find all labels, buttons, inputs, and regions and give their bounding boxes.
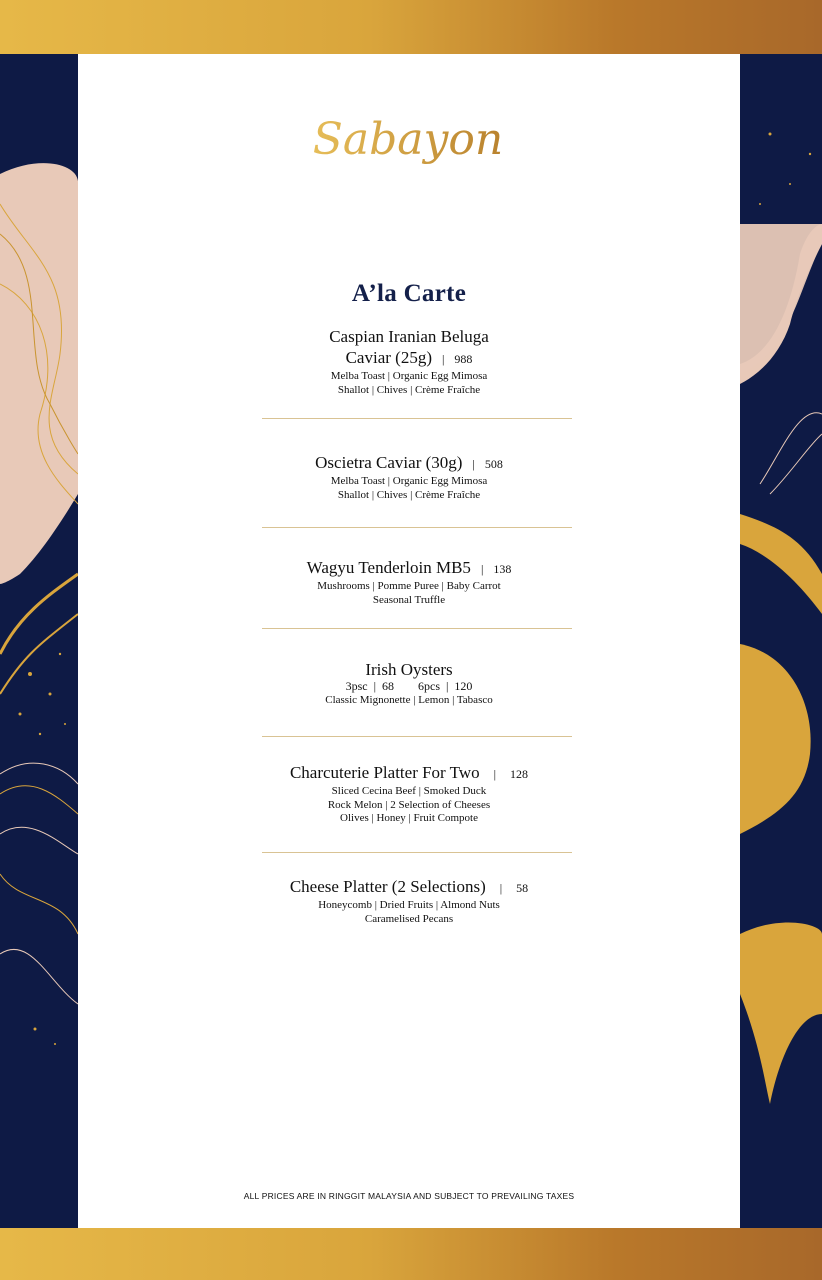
item-name: Charcuterie Platter For Two xyxy=(289,763,480,782)
item-divider xyxy=(262,736,572,737)
item-price: 128 xyxy=(510,767,529,781)
item-name: Wagyu Tenderloin MB5 xyxy=(306,558,471,577)
item-description: Mushrooms | Pomme Puree | Baby Carrot xyxy=(317,580,501,592)
item-description: Classic Mignonette | Lemon | Tabasco xyxy=(325,693,493,706)
section-heading: A’la Carte xyxy=(351,280,467,307)
item-divider xyxy=(262,527,572,528)
bottom-gold-border xyxy=(0,1228,822,1280)
item-name: Irish Oysters xyxy=(365,660,453,679)
menu-item-oscietra-caviar: Oscietra Caviar (30g) | 508 Melba Toast | Organic Egg Mimosa Shallot | Chives | Crème Fraîche xyxy=(78,452,740,502)
item-name: Oscietra Caviar (30g) xyxy=(315,453,463,472)
item-description: Olives | Honey | Fruit Compote xyxy=(340,812,478,824)
menu-item-cheese-platter: Cheese Platter (2 Selections) | 58 Honeycomb | Dried Fruits | Almond Nuts Caramelised Pecans xyxy=(78,876,740,926)
menu-card xyxy=(78,54,740,1228)
menu-item-wagyu-tenderloin: Wagyu Tenderloin MB5 | 138 Mushrooms | Pomme Puree | Baby Carrot Seasonal Truffle xyxy=(78,557,740,607)
menu-item-irish-oysters xyxy=(78,659,740,707)
top-gold-border xyxy=(0,0,822,54)
item-description: Honeycomb | Dried Fruits | Almond Nuts xyxy=(318,899,500,911)
item-name: Cheese Platter (2 Selections) xyxy=(289,877,486,896)
menu-item-beluga-caviar: Caspian Iranian Beluga Caviar (25g) | 988 Melba Toast | Organic Egg Mimosa Shallot | Chives | Crème Fraîche xyxy=(78,326,740,397)
left-decorative-art xyxy=(0,54,78,1228)
item-divider xyxy=(262,418,572,419)
sabayon-logo xyxy=(308,94,508,189)
item-name-line2: Caviar (25g) xyxy=(345,348,432,367)
item-price: 58 xyxy=(516,881,529,895)
item-name: Caspian Iranian Beluga xyxy=(329,327,489,346)
item-price: 988 xyxy=(454,352,473,366)
item-description: Caramelised Pecans xyxy=(364,912,454,925)
item-price: 508 xyxy=(484,457,503,471)
item-description: Shallot | Chives | Crème Fraîche xyxy=(337,383,481,396)
item-price-line: 3psc | 68 6pcs | 120 xyxy=(345,679,473,693)
right-decorative-art xyxy=(740,54,822,1228)
item-description: Seasonal Truffle xyxy=(372,593,446,606)
item-description: Melba Toast | Organic Egg Mimosa xyxy=(330,475,488,487)
logo-text: Sabayon xyxy=(312,114,504,165)
menu-item-charcuterie-platter: Charcuterie Platter For Two | 128 Sliced Cecina Beef | Smoked Duck Rock Melon | 2 Selection of Cheeses Olives | Honey | Fruit Compote xyxy=(78,762,740,826)
item-description: Shallot | Chives | Crème Fraîche xyxy=(337,488,481,501)
item-price: 138 xyxy=(493,562,512,576)
price-disclaimer: ALL PRICES ARE IN RINGGIT MALAYSIA AND SUBJECT TO PREVAILING TAXES xyxy=(243,1191,575,1201)
item-description: Melba Toast | Organic Egg Mimosa xyxy=(330,370,488,382)
item-divider xyxy=(262,852,572,853)
item-description: Rock Melon | 2 Selection of Cheeses xyxy=(327,798,491,811)
item-description: Sliced Cecina Beef | Smoked Duck xyxy=(331,785,487,797)
item-divider xyxy=(262,628,572,629)
